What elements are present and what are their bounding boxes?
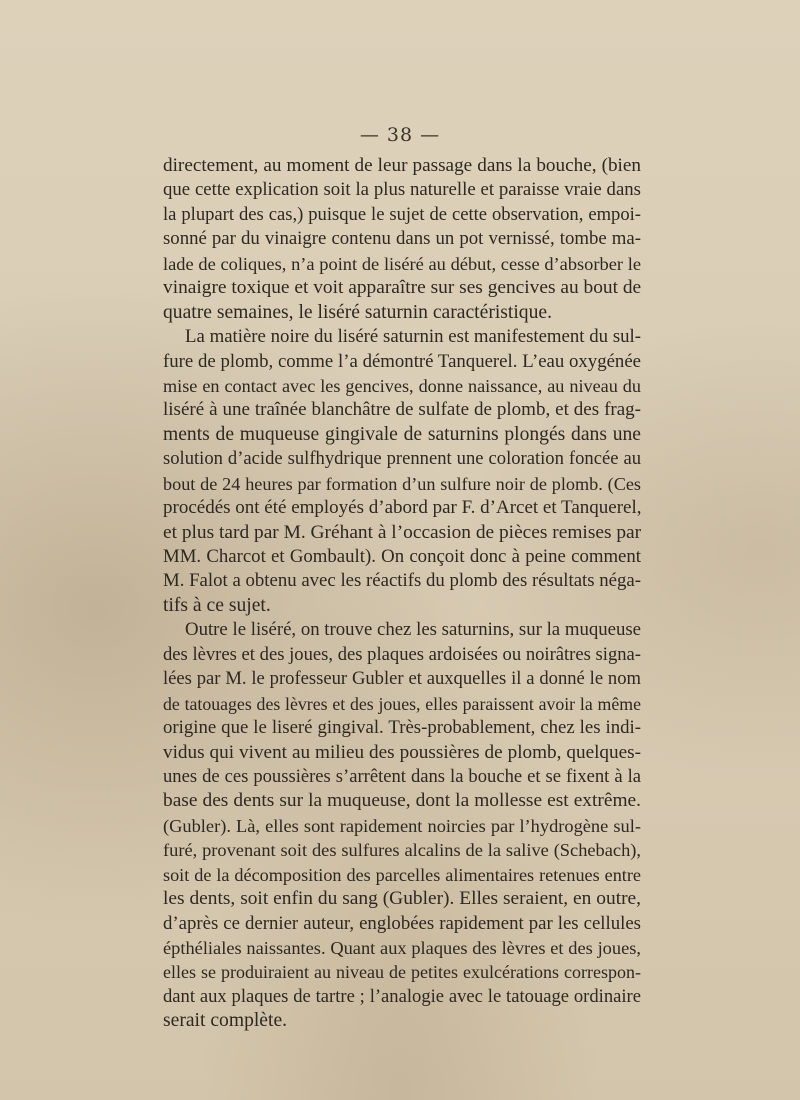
text-line: sonné par du vinaigre contenu dans un pot vernissé, tombe ma- <box>163 228 641 250</box>
text-line: La matière noire du liséré saturnin est manifestement du sul- <box>185 326 641 348</box>
text-line: les dents, soit enfin du sang (Gubler). Elles seraient, en outre, <box>163 888 641 910</box>
text-line: de tatouages des lèvres et des joues, elles paraissent avoir la même <box>163 693 641 714</box>
page-number: — 38 — <box>359 124 441 146</box>
text-line: unes de ces poussières s’arrêtent dans la bouche et se fixent à la <box>163 765 641 787</box>
paragraph-2 <box>163 325 641 618</box>
text-line: elles se produiraient au niveau de petites exulcérations correspon- <box>163 962 641 983</box>
text-line: d’après ce dernier auteur, englobées rapidement par les cellules <box>163 912 641 934</box>
text-line: lées par M. le professeur Gubler et auxquelles il a donné le nom <box>163 668 641 690</box>
text-line: procédés ont été employés d’abord par F. d’Arcet et Tanquerel, <box>163 497 642 519</box>
text-line: liséré à une traînée blanchâtre de sulfate de plomb, et des frag- <box>163 399 641 421</box>
text-line: origine que le liseré gingival. Très-probablement, chez les indi- <box>163 717 641 739</box>
text-line: lade de coliques, n’a point de liséré au début, cesse d’absorber le <box>163 253 641 274</box>
text-line: dant aux plaques de tartre ; l’analogie avec le tatouage ordinaire <box>163 985 641 1007</box>
text-line: des lèvres et des joues, des plaques ardoisées ou noirâtres signa- <box>163 643 641 665</box>
text-line: la plupart des cas,) puisque le sujet de cette observation, empoi- <box>163 203 641 225</box>
text-line: MM. Charcot et Gombault). On conçoit donc à peine comment <box>163 546 641 567</box>
text-line: serait complète. <box>163 1010 288 1032</box>
text-line: (Gubler). Là, elles sont rapidement noircies par l’hydrogène sul- <box>163 815 641 836</box>
text-line: furé, provenant soit des sulfures alcalins de la salive (Schebach), <box>163 840 641 861</box>
text-line: que cette explication soit la plus naturelle et paraisse vraie dans <box>163 179 641 201</box>
text-line: M. Falot a obtenu avec les réactifs du plomb des résultats néga- <box>163 570 641 592</box>
text-line: quatre semaines, le liséré saturnin caractéristique. <box>163 301 552 323</box>
text-line: vinaigre toxique et voit apparaître sur ses gencives au bout de <box>163 277 642 299</box>
text-line: Outre le liséré, on trouve chez les saturnins, sur la muqueuse <box>185 619 641 641</box>
paragraph-1 <box>163 154 641 325</box>
text-line: directement, au moment de leur passage dans la bouche, (bien <box>163 155 641 176</box>
text-line: vidus qui vivent au milieu des poussières de plomb, quelques- <box>163 741 641 763</box>
text-line: fure de plomb, comme l’a démontré Tanquerel. L’eau oxygénée <box>163 350 641 372</box>
text-line: base des dents sur la muqueuse, dont la mollesse est extrême. <box>163 790 641 812</box>
text-line: mise en contact avec les gencives, donne naissance, au niveau du <box>163 375 641 396</box>
text-line: tifs à ce sujet. <box>163 594 271 616</box>
text-line: solution d’acide sulfhydrique prennent une coloration foncée au <box>163 448 641 470</box>
paragraph-3 <box>163 618 641 1033</box>
text-line: et plus tard par M. Gréhant à l’occasion de pièces remises par <box>163 521 642 543</box>
text-line: soit de la décomposition des parcelles alimentaires retenues entre <box>163 864 641 885</box>
body-text <box>163 154 641 1034</box>
text-line: bout de 24 heures par formation d’un sulfure noir de plomb. (Ces <box>163 473 641 494</box>
text-line: épthéliales naissantes. Quant aux plaques des lèvres et des joues, <box>163 938 641 958</box>
text-line: ments de muqueuse gingivale de saturnins plongés dans une <box>163 423 641 445</box>
